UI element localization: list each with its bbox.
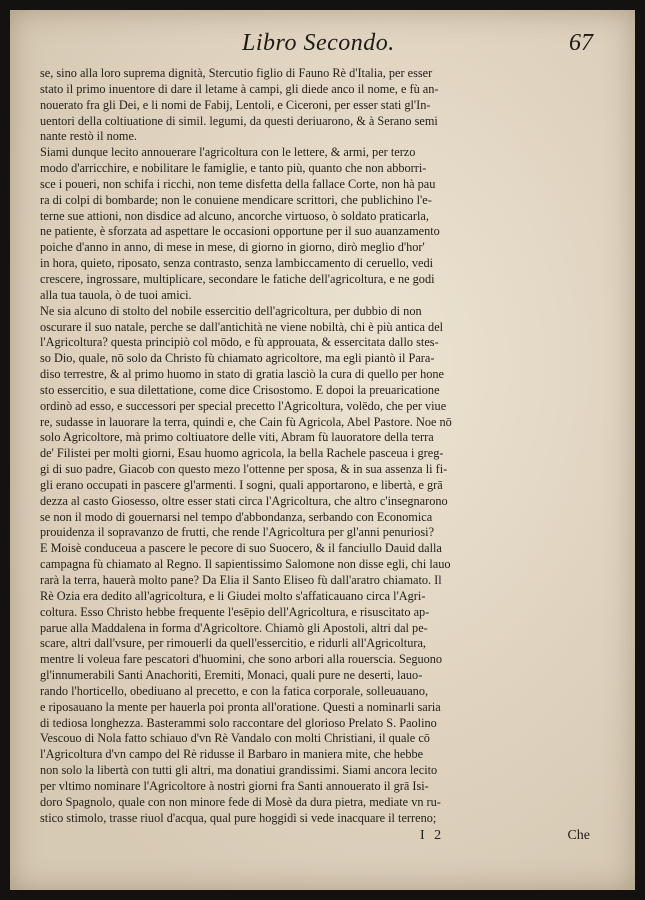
paragraph <box>40 66 593 145</box>
text-line: nouerato fra gli Dei, e li nomi de Fabij, Lentoli, e Ciceroni, per esser stati gl'In- <box>40 97 431 112</box>
text-line: so Dio, quale, nō solo da Christo fù chiamato agricoltore, ma egli piantò il Para- <box>40 351 435 366</box>
text-line: uentori della coltiuatione di simil. legumi, da questi deriuarono, & à Serano semi <box>40 113 438 128</box>
catchword: Che <box>567 828 590 843</box>
text-line: parue alla Maddalena in forma d'Agricoltore. Chiamò gli Apostoli, altri dal pe- <box>40 620 428 635</box>
text-line: stico stimolo, trasse riuol d'acqua, qual pure hoggidì si vede inacquare il terreno; <box>40 810 437 825</box>
book-page <box>10 10 635 890</box>
running-title: Libro Secondo. <box>242 30 395 56</box>
text-line: Ne sia alcuno di stolto del nobile essercitio dell'agricoltura, per dubbio di non <box>40 303 422 318</box>
text-line: sto essercitio, e sua dilettatione, come dice Crisostomo. E dopoi la preuaricatione <box>40 382 440 397</box>
text-line: nante restò il nome. <box>40 129 137 144</box>
text-line: coltura. Esso Christo hebbe frequente l'esēpio dell'Agricoltura, e risuscitato ap- <box>40 604 430 619</box>
page-number: 67 <box>569 30 593 56</box>
text-line: se, sino alla loro suprema dignità, Stercutio figlio di Fauno Rè d'Italia, per esser <box>40 66 433 80</box>
paragraph <box>40 304 593 827</box>
text-line: doro Spagnolo, quale con non minore fede di Mosè da dura pietra, mediate vn ru- <box>40 794 441 809</box>
text-line: per vltimo nominare l'Agricoltore à nostri giorni fra Santi annouerato il grā Isi- <box>40 778 429 793</box>
text-line: rando l'horticello, obediuano al precetto, e con la fatica corporale, solleuauano, <box>40 683 429 698</box>
text-line: modo d'arricchire, e nobilitare le famiglie, e tanto più, quanto che non abborri- <box>40 161 427 176</box>
text-line: non solo la libertà con tutti gli altri, ma donatiui grandissimi. Siami ancora lecito <box>40 763 438 778</box>
paragraph <box>40 145 593 303</box>
text-line: solo Agricoltore, mà primo coltiuatore delle viti, Abram fù lauoratore della terra <box>40 430 434 445</box>
text-line: l'Agricoltura d'vn campo del Rè ridusse il Barbaro in maniera mite, che hebbe <box>40 747 424 762</box>
text-line: Siami dunque lecito annouerare l'agricoltura con le lettere, & armi, per terzo <box>40 145 416 160</box>
page-footer <box>10 828 635 848</box>
text-line: diso terrestre, & al primo huomo in stato di gratia lasciò la cura di quello per hone <box>40 367 444 382</box>
text-line: mentre li voleua fare pescatori d'huomini, che sono arbori alla rouerscia. Seguono <box>40 652 443 667</box>
page-header <box>10 30 635 60</box>
body-text <box>40 66 593 827</box>
text-line: re, sudasse in lauorare la terra, quindi e, che Cain fù Agricola, Abel Pastore. Noe nō <box>40 414 452 429</box>
text-line: ra di colpi di bombarde; non le conuiene mendicare scrittori, che publichino l'e- <box>40 192 432 207</box>
text-line: prouidenza il sopravanzo de frutti, che rende l'Agricoltura per gl'anni penuriosi? <box>40 525 435 540</box>
text-line: Vescouo di Nola fatto schiauo d'vn Rè Vandalo con molti Christiani, il quale cō <box>40 731 430 746</box>
text-line: in hora, quieto, riposato, senza contrasto, senza lambiccamento di ceruello, vedi <box>40 256 434 271</box>
text-line: rarà la terra, hauerà molto pane? Da Elia il Santo Eliseo fù dall'aratro chiamato. Il <box>40 573 442 587</box>
text-line: stato il primo inuentore di dare il letame à campi, gli diede anco il nome, e fù an- <box>40 81 439 96</box>
text-line: alla tua tauola, ò de tuoi amici. <box>40 287 192 302</box>
text-line: terne sue attioni, non disdice ad alcuno, ancorche virtuoso, ò soldato praticarla, <box>40 208 429 223</box>
text-line: dezza al casto Giosesso, oltre esser stati circa l'Agricoltura, che altro c'insegnarono <box>40 493 448 508</box>
text-line: campagna fù chiamato al Regno. Il sapientissimo Salomone non disse egli, chi lauo <box>40 557 451 572</box>
text-line: poiche d'anno in anno, di mese in mese, di giorno in giorno, dirò meglio d'hor' <box>40 240 425 255</box>
text-line: l'Agricoltura? questa principiò col mōdo, e fù approuata, & essercitata dallo stes- <box>40 335 439 350</box>
text-line: oscurare il suo natale, perche se dall'antichità ne viene nobiltà, chi è più antica del <box>40 319 444 334</box>
text-line: E Moisè conduceua a pascere le pecore di suo Suocero, & il fanciullo Dauid dalla <box>40 541 442 556</box>
text-line: di tediosa longhezza. Basterammi solo raccontare del glorioso Prelato S. Paolino <box>40 715 437 730</box>
text-line: gi di suo padre, Giacob con questo mezo l'ottenne per sposa, & in sua assenza li fi- <box>40 462 448 477</box>
text-line: se non il modo di gouernarsi nel tempo d'abbondanza, serbando con Economica <box>40 509 433 524</box>
text-line: Rè Ozia era dedito all'agricoltura, e li Giudei molto s'affaticauano circa l'Agri- <box>40 588 426 603</box>
text-line: ne patiente, è sforzata ad aspettare le occasioni opportune per il suo auanzamento <box>40 224 440 239</box>
text-line: sce i poueri, non schifa i ricchi, non teme disfetta della fallace Corte, non hà pau <box>40 176 436 191</box>
text-line: scare, altri dall'vsure, per rimouerli da quell'essercitio, e ridurli all'Agricoltura, <box>40 636 427 651</box>
text-line: gli erano occupati in pascere gl'armenti. I sogni, quali apportarono, e libertà, e grā <box>40 477 443 492</box>
text-line: crescere, ingrossare, multiplicare, secondare le fatiche dell'agricoltura, e ne godi <box>40 271 435 286</box>
signature-mark: I 2 <box>420 828 445 843</box>
text-line: e riposauano la mente per hauerla poi pronta all'oratione. Questi a nominarli saria <box>40 699 441 714</box>
text-line: gl'innumerabili Santi Anachoriti, Eremiti, Monaci, quali pure ne deserti, lauo- <box>40 668 423 683</box>
text-line: ordinò ad esso, e successori per special precetto l'Agricoltura, volēdo, che per viue <box>40 398 447 413</box>
text-line: de' Filistei per molti giorni, Esau huomo agricola, la bella Rachele pasceua i greg- <box>40 446 444 461</box>
